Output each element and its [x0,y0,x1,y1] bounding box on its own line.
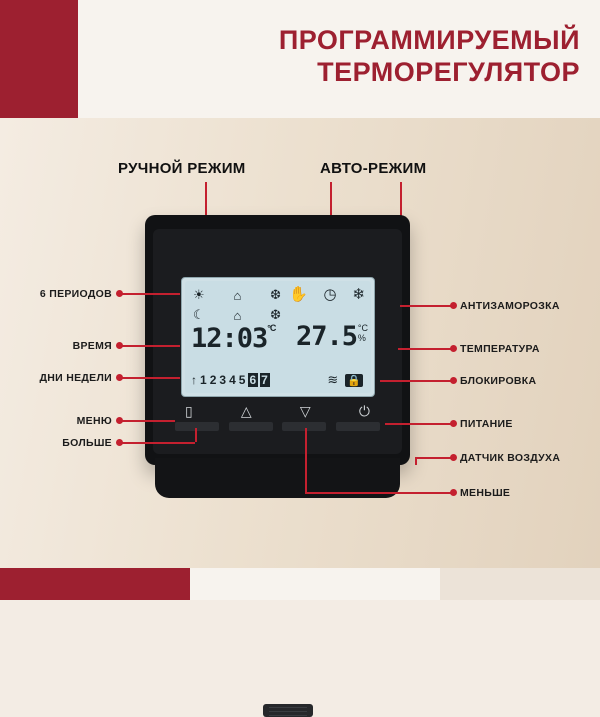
button-pad-row [175,422,380,431]
leader-more-h [120,442,195,444]
leader-power [385,423,452,425]
mode-icons [289,285,365,303]
label-periods: 6 ПЕРИОДОВ [39,288,112,300]
leader-more-v [195,428,197,442]
snowflake-icon: ❄ [352,286,365,303]
snowflake-in-box-icon: ❆ [270,307,281,322]
dot-time [116,342,123,349]
leader-periods [120,293,180,295]
dot-more [116,439,123,446]
leader-menu [120,420,175,422]
arrow-icon: ↑ [191,373,198,387]
triangle-up-icon[interactable]: △ [240,403,252,419]
title-line-1: ПРОГРАММИРУЕМЫЙ [278,25,580,55]
dot-power [450,420,457,427]
hand-icon: ✋ [289,286,308,303]
thermostat-device [145,215,410,500]
snowflake-in-box-icon: ❆ [270,287,281,302]
leader-temperature [398,348,452,350]
leader-antifreeze-v [400,182,402,218]
leader-air-sensor-v [415,457,417,465]
day-2: 2 [209,373,218,387]
leader-antifreeze [400,305,452,307]
temp-unit-percent: % [357,333,366,343]
leader-air-sensor-h [415,457,452,459]
power-button[interactable] [336,422,380,431]
weekday-indicator [191,373,270,387]
clock-icon: ◷ [323,286,337,303]
day-7: 7 [261,373,269,387]
banner-accent-gap [78,0,86,118]
menu-button[interactable] [175,422,219,431]
power-icon[interactable]: ⏻ [358,403,370,419]
device-frame [145,215,410,465]
moon-icon: ☾ [193,307,205,322]
book-icon[interactable]: ▯ [185,403,193,419]
label-time: ВРЕМЯ [72,340,112,352]
lock-icon: 🔒 [347,374,361,387]
label-more: БОЛЬШЕ [62,437,112,449]
label-antifreeze: АНТИЗАМОРОЗКА [460,300,560,312]
heating-waves-icon: ≋ [327,372,339,387]
leader-manual-v [205,182,207,216]
leader-less-h [305,492,452,494]
clock-value: $12:03^{^\circ C}$ [191,323,276,354]
day-5: 5 [238,373,247,387]
temperature-value: 27.5 [295,321,357,352]
dot-air-sensor [450,454,457,461]
dot-temperature [450,345,457,352]
footer-bar [0,568,600,600]
dot-less [450,489,457,496]
day-1: 1 [200,373,208,387]
label-power: ПИТАНИЕ [460,418,513,430]
label-air-sensor: ДАТЧИК ВОЗДУХА [460,452,561,464]
lcd-screen [181,277,375,397]
button-icon-row [185,403,370,420]
lcd-surface [185,281,371,393]
label-manual-mode: РУЧНОЙ РЕЖИМ [118,160,246,177]
header-banner [0,0,600,118]
label-auto-mode: АВТО-РЕЖИМ [320,160,427,177]
label-lock: БЛОКИРОВКА [460,375,537,387]
status-icons [327,372,363,388]
footer-accent [0,568,190,600]
house-icon: ⌂ [233,287,242,303]
footer-right-block [440,568,600,600]
label-menu: МЕНЮ [76,415,112,427]
dot-weekdays [116,374,123,381]
air-sensor-vent [263,704,313,717]
leader-time [120,345,180,347]
day-4: 4 [229,373,237,387]
up-button[interactable] [229,422,273,431]
title-line-2: ТЕРМОРЕГУЛЯТОР [317,57,580,87]
sun-icon: ☀ [193,287,205,302]
temperature-units [358,323,368,343]
clock-unit: °C [267,323,276,333]
leader-less-v [305,428,307,492]
leader-lock [380,380,452,382]
day-6: 6 [249,373,258,387]
dot-menu [116,417,123,424]
house-icon: ⌂ [233,307,242,323]
period-icons-row-2 [193,305,281,325]
banner-accent-bar [0,0,78,118]
label-less: МЕНЬШЕ [460,487,511,499]
dot-lock [450,377,457,384]
triangle-down-icon[interactable]: ▽ [299,403,311,419]
temp-unit-celsius: °C [357,323,368,333]
day-3: 3 [219,373,228,387]
page-title [120,24,580,88]
label-temperature: ТЕМПЕРАТУРА [460,343,540,355]
dot-antifreeze [450,302,457,309]
period-icons-row-1 [193,285,281,305]
label-weekdays: ДНИ НЕДЕЛИ [39,372,112,384]
leader-weekdays [120,377,180,379]
dot-periods [116,290,123,297]
